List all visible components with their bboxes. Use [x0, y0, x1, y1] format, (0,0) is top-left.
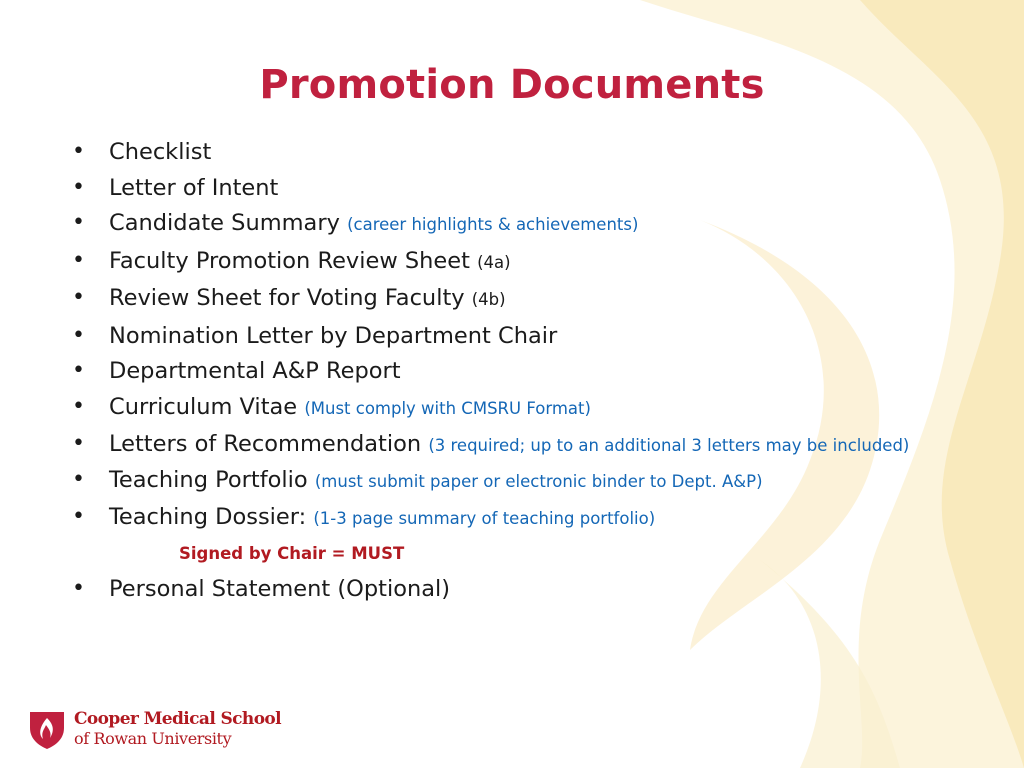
list-item — [72, 464, 922, 498]
list-item — [72, 391, 922, 425]
logo-line-1: Cooper Medical School — [74, 709, 282, 729]
bullet-icon: • — [72, 322, 85, 348]
list-item — [72, 501, 922, 535]
list-item-text: Departmental A&P Report — [109, 358, 401, 384]
list-item-code: (4b) — [471, 290, 506, 309]
list-item — [72, 428, 922, 460]
list-item-text: Teaching Dossier: — [109, 504, 307, 530]
bullet-icon: • — [72, 210, 85, 235]
bullet-icon: • — [72, 358, 85, 383]
list-item-note: (Must comply with CMSRU Format) — [304, 398, 591, 418]
list-item-note: (must submit paper or electronic binder to Dept. A&P) — [314, 471, 763, 491]
list-item-text: Faculty Promotion Review Sheet — [109, 247, 470, 274]
slide-title: Promotion Documents — [259, 62, 765, 108]
bullet-icon: • — [72, 466, 85, 492]
list-item-text: Letters of Recommendation — [109, 431, 422, 457]
list-item-text: Nomination Letter by Department Chair — [109, 322, 558, 349]
list-item-note: (3 required; up to an additional 3 letters may be included) — [428, 436, 910, 455]
list-item-text: Teaching Portfolio — [109, 466, 308, 493]
list-item — [72, 136, 922, 168]
bullet-icon: • — [72, 285, 85, 310]
document-list — [72, 136, 922, 609]
list-item — [72, 573, 922, 605]
logo-line-2: of Rowan University — [74, 729, 232, 748]
list-item-text: Checklist — [109, 139, 212, 165]
list-item — [72, 320, 922, 352]
logo-text — [74, 710, 281, 748]
list-item — [72, 355, 922, 387]
list-item-note: (1-3 page summary of teaching portfolio) — [313, 509, 656, 528]
list-item-note: (career highlights & achievements) — [347, 215, 639, 234]
bullet-icon: • — [72, 431, 85, 456]
bullet-icon: • — [72, 393, 85, 419]
list-item — [72, 172, 922, 204]
shield-flame-icon — [28, 708, 66, 750]
list-item-text: Letter of Intent — [109, 174, 279, 201]
bullet-icon: • — [72, 247, 85, 273]
list-item-text: Review Sheet for Voting Faculty — [109, 285, 465, 311]
signed-note: Signed by Chair = MUST — [179, 544, 405, 563]
list-item — [72, 282, 922, 316]
list-item-code: (4a) — [477, 252, 511, 272]
bullet-icon: • — [72, 576, 85, 601]
cooper-logo — [28, 708, 281, 750]
list-item-text: Candidate Summary — [109, 210, 340, 236]
bullet-icon: • — [72, 139, 85, 164]
list-item-text: Personal Statement (Optional) — [109, 576, 451, 602]
bullet-icon: • — [72, 504, 85, 529]
bullet-icon: • — [72, 174, 85, 200]
list-item — [72, 245, 922, 279]
list-item — [72, 207, 922, 241]
list-item-text: Curriculum Vitae — [109, 393, 298, 420]
